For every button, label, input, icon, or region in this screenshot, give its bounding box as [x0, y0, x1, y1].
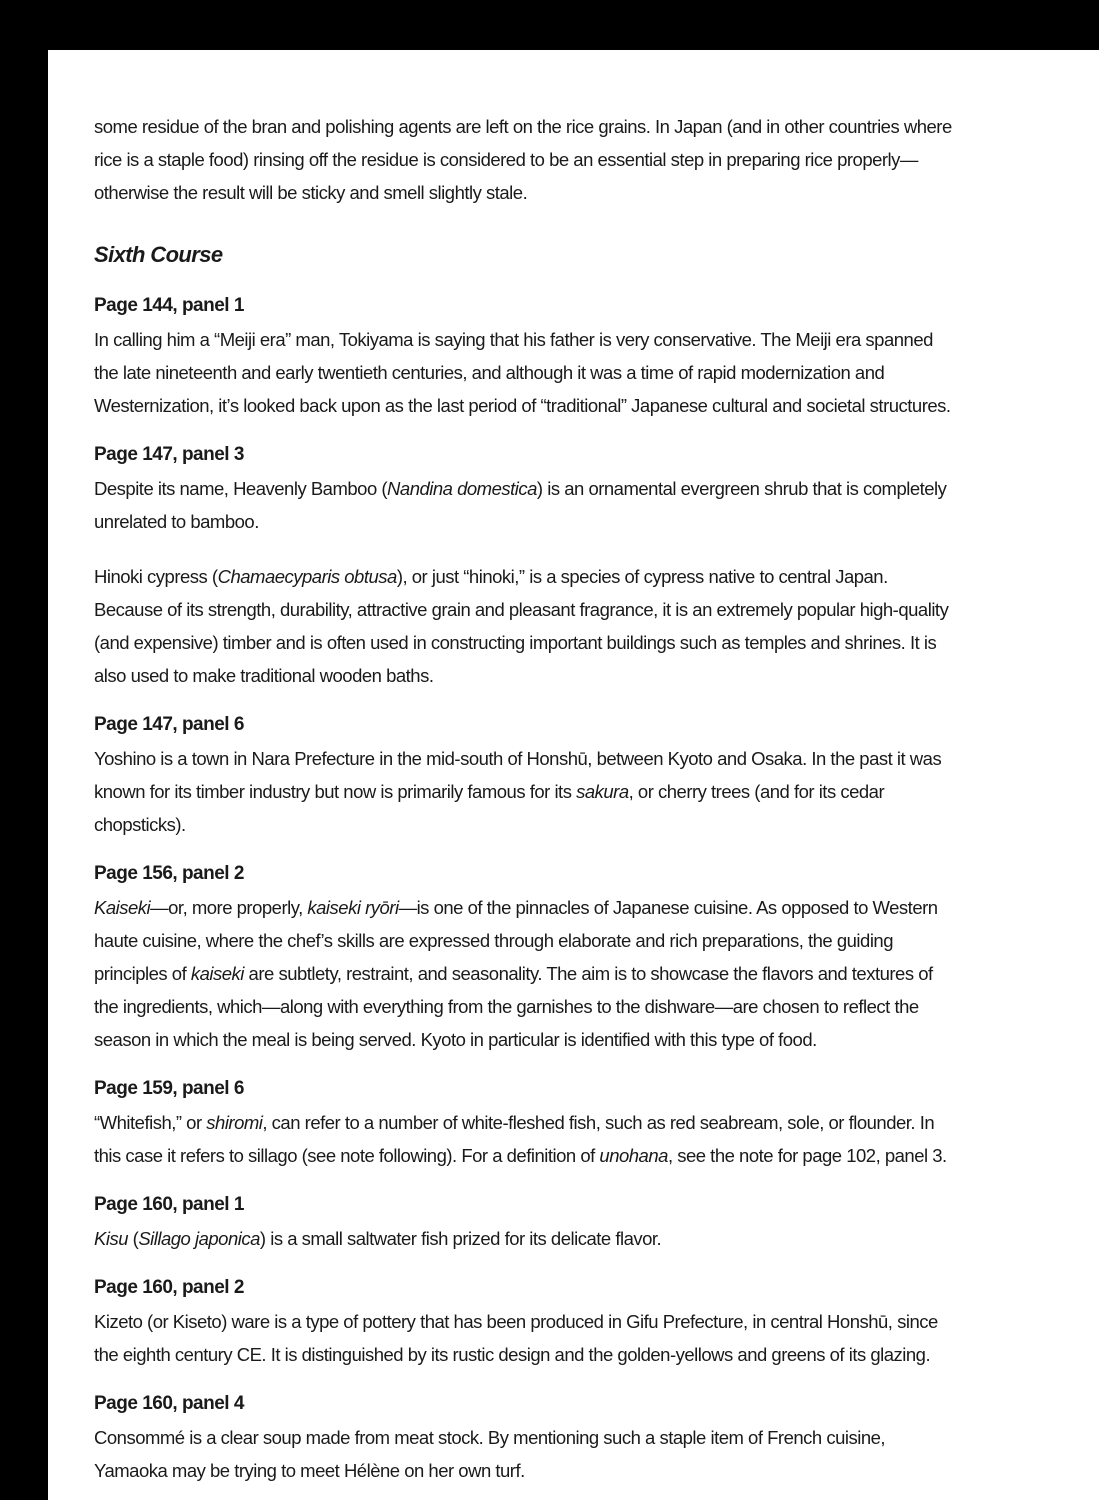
note-entry: [94, 1190, 954, 1255]
italic-term: Nandina domestica: [387, 478, 537, 499]
italic-term: Kisu: [94, 1228, 128, 1249]
text-run: ), or just “hinoki,” is a species of cypress native to central Japan. Because of its strength, durability, attractive grain and pleasant fragrance, it is an extremely popular high-quality (and expensive) timber and is often used in constructing important buildings such as temples and shrines. It is also used to make traditional wooden baths.: [94, 566, 949, 686]
italic-term: unohana: [599, 1145, 668, 1166]
document-page: [48, 50, 1099, 1500]
italic-term: kaiseki: [190, 963, 244, 984]
text-run: , or cherry trees (and for its cedar chopsticks).: [94, 781, 885, 835]
note-entry: [94, 291, 954, 422]
note-heading: Page 159, panel 6: [94, 1078, 244, 1099]
text-run: Consommé is a clear soup made from meat stock. By mentioning such a staple item of French cuisine, Yamaoka may be trying to meet Hélène on her own turf.: [94, 1427, 886, 1481]
text-run: , can refer to a number of white-fleshed fish, such as red seabream, sole, or flounder. In this case it refers to sillago (see note following). For a definition of: [94, 1112, 935, 1166]
text-run: Kizeto (or Kiseto) ware is a type of pottery that has been produced in Gifu Prefecture, in central Honshū, since the eighth century CE. It is distinguished by its rustic design and the golden-yellows and greens of its glazing.: [94, 1311, 938, 1365]
note-body: [94, 1222, 954, 1255]
note-entry: [94, 1273, 954, 1371]
text-run: ) is a small saltwater fish prized for its delicate flavor.: [259, 1228, 662, 1249]
text-run: (: [128, 1228, 139, 1249]
text-run: are subtlety, restraint, and seasonality. The aim is to showcase the flavors and textures of the ingredients, which—along with everything from the garnishes to the dishware—are chosen to reflect the season in which the meal is being served. Kyoto in particular is identified with this type of food.: [94, 963, 933, 1050]
note-heading: Page 160, panel 4: [94, 1393, 244, 1414]
italic-term: Sillago japonica: [138, 1228, 260, 1249]
page-content: [94, 110, 954, 1500]
text-run: —or, more properly,: [150, 897, 308, 918]
note-heading: Page 156, panel 2: [94, 863, 244, 884]
text-run: Yoshino is a town in Nara Prefecture in the mid-south of Honshū, between Kyoto and Osaka. In the past it was known for its timber industry but now is primarily famous for its: [94, 748, 942, 802]
section-heading: Sixth Course: [94, 242, 223, 267]
text-run: , see the note for page 102, panel 3.: [667, 1145, 947, 1166]
text-run: In calling him a “Meiji era” man, Tokiyama is saying that his father is very conservative. The Meiji era spanned the late nineteenth and early twentieth centuries, and although it was a time of rapid modernization and Westernization, it’s looked back upon as the last period of “traditional” Japanese cultural and societal structures.: [94, 329, 951, 416]
text-run: ) is an ornamental evergreen shrub that is completely unrelated to bamboo.: [94, 478, 947, 532]
note-body: [94, 1106, 954, 1172]
italic-term: Chamaecyparis obtusa: [217, 566, 397, 587]
note-body: [94, 1305, 954, 1371]
note-body: [94, 742, 954, 841]
note-body: [94, 560, 954, 692]
text-run: —is one of the pinnacles of Japanese cuisine. As opposed to Western haute cuisine, where the chef’s skills are expressed through elaborate and rich preparations, the guiding principles of: [94, 897, 938, 984]
note-heading: Page 147, panel 3: [94, 444, 244, 465]
note-entry: [94, 1074, 954, 1172]
note-heading: Page 160, panel 2: [94, 1277, 244, 1298]
note-body: [94, 1421, 954, 1487]
notes-list: [94, 291, 954, 1487]
italic-term: Kaiseki: [94, 897, 151, 918]
italic-term: shiromi: [206, 1112, 263, 1133]
note-body: [94, 472, 954, 538]
text-run: “Whitefish,” or: [94, 1112, 207, 1133]
note-entry: [94, 1389, 954, 1487]
italic-term: sakura: [576, 781, 629, 802]
italic-term: kaiseki ryōri: [307, 897, 399, 918]
note-heading: Page 147, panel 6: [94, 714, 244, 735]
note-heading: Page 160, panel 1: [94, 1194, 244, 1215]
text-run: Hinoki cypress (: [94, 566, 218, 587]
intro-paragraph: some residue of the bran and polishing agents are left on the rice grains. In Japan (and in other countries where rice is a staple food) rinsing off the residue is considered to be an essential step in preparing rice properly—otherwise the result will be sticky and smell slightly stale.: [94, 116, 952, 203]
note-body: [94, 323, 954, 422]
note-entry: [94, 440, 954, 692]
note-body: [94, 891, 954, 1056]
text-run: Despite its name, Heavenly Bamboo (: [94, 478, 388, 499]
note-entry: [94, 710, 954, 841]
note-heading: Page 144, panel 1: [94, 295, 244, 316]
note-entry: [94, 859, 954, 1056]
